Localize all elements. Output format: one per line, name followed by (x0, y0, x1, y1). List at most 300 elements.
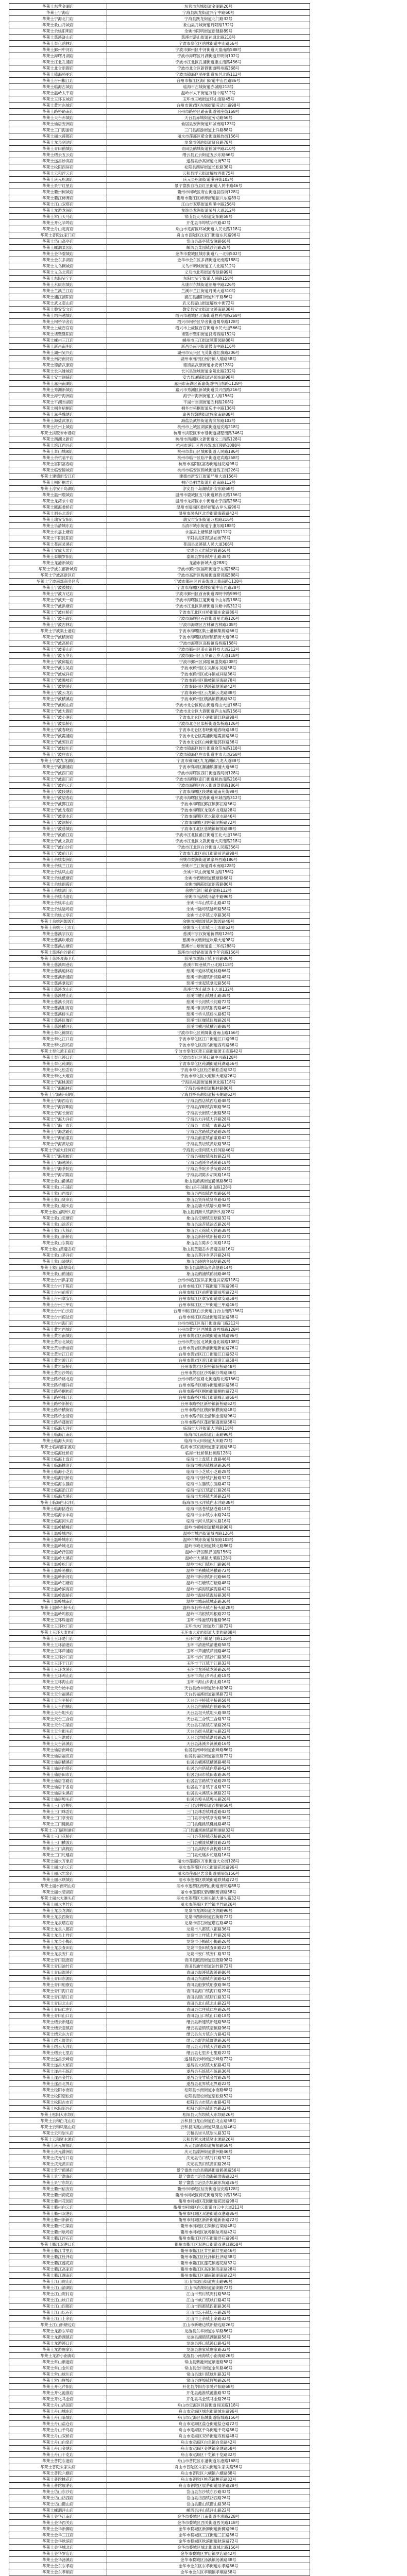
store-name-cell[interactable]: 华莱士象山茅洋店 (9, 1252, 107, 1259)
store-address-cell[interactable]: 宁波市北仑区大碶街道庐山东路156号 (107, 708, 310, 715)
store-name-cell[interactable]: 华莱士嵊州三江店 (9, 337, 107, 344)
store-name-cell[interactable]: 华莱士仙居安洲店 (9, 121, 107, 127)
store-name-cell[interactable]: 华莱士宁波塘溪店 (9, 684, 107, 690)
store-address-cell[interactable]: 常山县球川镇球川路32号 (107, 2371, 310, 2378)
store-name-cell[interactable]: 华莱士宁波澥浦店 (9, 764, 107, 770)
store-name-cell[interactable]: 华莱士缙云七里店 (9, 2050, 107, 2056)
store-name-cell[interactable]: 华莱士青田山口店 (9, 2013, 107, 2019)
store-name-cell[interactable]: 华莱士舟山双桥店 (9, 2433, 107, 2439)
store-address-cell[interactable]: 台州市椒江区章安街道章安路58号 (107, 1296, 310, 1302)
store-name-cell[interactable]: 华莱士宁波庄桥店 (9, 609, 107, 616)
store-address-cell[interactable]: 宁海县桥头胡街道桥头胡路62号 (107, 1092, 310, 1098)
store-name-cell[interactable]: 华莱士天台始丰店 (9, 1685, 107, 1691)
store-name-cell[interactable]: 华莱士柯桥华舍店 (9, 319, 107, 325)
store-name-cell[interactable]: 华莱士台州前所店 (9, 1290, 107, 1296)
store-name-cell[interactable]: 华莱士黄岩江口店 (9, 1351, 107, 1358)
store-name-cell[interactable]: 华莱士温岭城南店 (9, 1599, 107, 1605)
store-address-cell[interactable]: 庆元县黄田镇黄田路26号 (107, 2161, 310, 2167)
store-address-cell[interactable]: 长兴县雉城街道金陵北路232号 (107, 368, 310, 375)
store-address-cell[interactable]: 常山县天马街道定阳路58号 (107, 214, 310, 220)
store-name-cell[interactable]: 华莱士遂昌北界店 (9, 2081, 107, 2087)
store-name-cell[interactable]: 华莱士宁海长街店 (9, 1110, 107, 1116)
store-address-cell[interactable]: 苍南县灵溪镇人民大道366号 (107, 541, 310, 548)
store-name-cell[interactable]: 华莱士奉化松岙店 (9, 1067, 107, 1073)
store-name-cell[interactable]: 华莱士三门蛇蟠店 (9, 1852, 107, 1858)
store-name-cell[interactable]: 华莱士仙居田市店 (9, 1772, 107, 1778)
store-address-cell[interactable]: 三门县高枧乡高枧路18号 (107, 1846, 310, 1852)
store-name-cell[interactable]: 华莱士三门珠岙店 (9, 1809, 107, 1815)
store-address-cell[interactable]: 临海市杜桥镇杜桥路128号 (107, 1450, 310, 1456)
store-name-cell[interactable]: 华莱士奉化萧王庙店 (9, 1048, 107, 1055)
store-address-cell[interactable]: 龙泉市八都镇八都路36号 (107, 1926, 310, 1933)
store-name-cell[interactable]: 华莱士青田海口店 (9, 1988, 107, 1994)
store-name-cell[interactable]: 华莱士松阳大东坝店 (9, 2112, 107, 2118)
store-address-cell[interactable]: 慈溪市新浦镇新浦路48号 (107, 974, 310, 980)
store-address-cell[interactable]: 舟山市普陀区朱家尖街道朱家尖路56号 (107, 2464, 310, 2470)
store-address-cell[interactable]: 衢州市衢江区樟潭街道振兴东路89号 (107, 195, 310, 201)
store-address-cell[interactable]: 义乌市稠城街道工人北路312号 (107, 263, 310, 269)
store-name-cell[interactable]: 华莱士青田仁庄店 (9, 2007, 107, 2013)
store-address-cell[interactable]: 金华市金东区东孝街道东孝路86号 (107, 2563, 310, 2569)
store-name-cell[interactable]: 华莱士松阳水南店 (9, 2087, 107, 2093)
store-name-cell[interactable]: 华莱士余杭临平店 (9, 455, 107, 461)
store-address-cell[interactable]: 台州市黄岩区江口街道江口路62号 (107, 1351, 310, 1358)
store-name-cell[interactable]: 华莱士衢江樟潭店 (9, 195, 107, 201)
store-name-cell[interactable]: 华莱士宁波天一店 (9, 597, 107, 603)
store-address-cell[interactable]: 松阳县古市镇古市路42号 (107, 2099, 310, 2106)
store-name-cell[interactable]: 华莱士云和崇头店 (9, 2130, 107, 2137)
store-address-cell[interactable]: 江山市虎山街道虎山路96号 (107, 2279, 310, 2285)
store-address-cell[interactable]: 三门县横渡镇横渡路22号 (107, 1840, 310, 1846)
store-address-cell[interactable]: 衢州市柯城区双港街道双港路86号 (107, 2211, 310, 2217)
store-name-cell[interactable]: 华莱士余姚陆埠店 (9, 906, 107, 912)
store-name-cell[interactable]: 华莱士象山鹤浦店 (9, 1271, 107, 1277)
store-address-cell[interactable]: 宁波市奉化区大堰镇大堰路26号 (107, 1073, 310, 1079)
store-address-cell[interactable]: 象山县西周镇西周路66号 (107, 1191, 310, 1197)
store-address-cell[interactable]: 宁波市海曙区西门街道西河街128号 (107, 770, 310, 776)
store-address-cell[interactable]: 丽水市莲都区老竹镇老竹路26号 (107, 1902, 310, 1908)
store-address-cell[interactable]: 江山市新塘边镇新塘边路26号 (107, 2322, 310, 2328)
store-address-cell[interactable]: 湖州市吴兴区飞英街道红旗路206号 (107, 350, 310, 356)
store-address-cell[interactable]: 文成县大峃镇建设路56号 (107, 548, 310, 554)
store-address-cell[interactable]: 庆元县竹口镇竹口路32号 (107, 2155, 310, 2161)
store-address-cell[interactable]: 岱山县高亭镇安澜路66号 (107, 239, 310, 245)
store-address-cell[interactable]: 台州市椒江区海门街道海门路212号 (107, 1320, 310, 1327)
store-address-cell[interactable]: 慈溪市掌起镇掌起路56号 (107, 980, 310, 987)
store-name-cell[interactable]: 华莱士义乌北苑店 (9, 269, 107, 276)
store-name-cell[interactable]: 华莱士奉化大堰店 (9, 1073, 107, 1079)
store-address-cell[interactable]: 岱山县衢山镇衢山路38号 (107, 2501, 310, 2507)
store-address-cell[interactable]: 三门县珠岙镇珠岙路42号 (107, 1809, 310, 1815)
store-name-cell[interactable]: 华莱士建德新安江店 (9, 473, 107, 480)
store-address-cell[interactable]: 遂昌县石练镇石练路36号 (107, 2069, 310, 2075)
store-name-cell[interactable]: 华莱士玉环干江店 (9, 1660, 107, 1667)
store-address-cell[interactable]: 龙泉市塔石街道塔石路48号 (107, 1920, 310, 1926)
store-address-cell[interactable]: 宁海县深甽镇深甽路36号 (107, 1104, 310, 1110)
store-name-cell[interactable]: 华莱士嘉兴南湖店 (9, 381, 107, 387)
store-name-cell[interactable]: 华莱士常山金川店 (9, 2365, 107, 2371)
store-name-cell[interactable]: 华莱士南浔南浔店 (9, 356, 107, 362)
store-address-cell[interactable]: 景宁畲族自治县东坑镇东坑路26号 (107, 2180, 310, 2186)
store-name-cell[interactable]: 华莱士常山辉埠店 (9, 2378, 107, 2384)
store-address-cell[interactable]: 宁波市鄞州区东吴镇东吴路58号 (107, 665, 310, 671)
store-address-cell[interactable]: 嵊泗县洋山镇洋山路22号 (107, 2507, 310, 2514)
store-address-cell[interactable]: 临海市大田街道大田路72号 (107, 1438, 310, 1444)
store-name-cell[interactable]: 华莱士遂昌大柘店 (9, 2062, 107, 2069)
store-name-cell[interactable]: 华莱士海曙月湖店 (9, 53, 107, 59)
store-address-cell[interactable]: 衢州市柯城区信安街道信安路128号 (107, 2186, 310, 2192)
store-address-cell[interactable]: 云和县崇头镇崇头路32号 (107, 2130, 310, 2137)
store-name-cell[interactable]: 华莱士慈溪桥头店 (9, 1011, 107, 1018)
store-name-cell[interactable]: 华莱士宁波甬江店 (9, 832, 107, 838)
store-address-cell[interactable]: 宁波市江北区前江街道前洋路98号 (107, 851, 310, 857)
store-address-cell[interactable]: 象山县新桥镇新桥路22号 (107, 1234, 310, 1240)
store-name-cell[interactable]: 华莱士庆元黄田店 (9, 2161, 107, 2167)
store-name-cell[interactable]: 华莱士宁波章水店 (9, 814, 107, 820)
store-address-cell[interactable]: 三门县花桥镇花桥路26号 (107, 1834, 310, 1840)
store-address-cell[interactable]: 象山县丹城街道丹阳路132号 (107, 22, 310, 28)
store-address-cell[interactable]: 舟山市定海区白泉镇白泉路42号 (107, 2439, 310, 2446)
store-name-cell[interactable]: 华莱士衢江莲花店 (9, 2260, 107, 2266)
store-address-cell[interactable]: 临海市沿江镇沿江路26号 (107, 1487, 310, 1494)
store-name-cell[interactable]: 华莱士龙游东华店 (9, 2328, 107, 2334)
store-name-cell[interactable]: 华莱士宁波邱隘店 (9, 659, 107, 665)
store-name-cell[interactable]: 华莱士三门花桥店 (9, 1834, 107, 1840)
store-name-cell[interactable]: 华莱士仙居埠头店 (9, 1797, 107, 1803)
store-address-cell[interactable]: 台州市黄岩区北城街道北城路108号 (107, 1339, 310, 1345)
store-name-cell[interactable]: 华莱士海盐武原店 (9, 418, 107, 424)
store-name-cell[interactable]: 华莱士龙泉上垟店 (9, 1933, 107, 1939)
store-address-cell[interactable]: 青田县瓯南街道瓯南路98号 (107, 1957, 310, 1963)
store-address-cell[interactable]: 象山县东陈乡东陈路18号 (107, 1240, 310, 1246)
store-name-cell[interactable]: 华莱士龙泉小梅店 (9, 1939, 107, 1945)
store-name-cell[interactable]: 华莱士宁波西门店 (9, 770, 107, 776)
store-name-cell[interactable]: 华莱士开化华埠店 (9, 220, 107, 226)
store-name-cell[interactable]: 华莱士龙泉八都店 (9, 1926, 107, 1933)
store-name-cell[interactable]: 华莱士安吉递铺店 (9, 375, 107, 381)
store-name-cell[interactable]: 华莱士缙云大洋店 (9, 2044, 107, 2050)
store-address-cell[interactable]: 浦江县浦阳街道和平路86号 (107, 294, 310, 300)
store-address-cell[interactable]: 衢州市柯城区荷花街道荷花中路156号 (107, 2192, 310, 2198)
store-address-cell[interactable]: 云和县浮云街道解放西街75号 (107, 171, 310, 177)
store-name-cell[interactable]: 华莱士宁海西店店 (9, 1098, 107, 1104)
store-name-cell[interactable]: 华莱士遂昌云峰店 (9, 2056, 107, 2062)
store-address-cell[interactable]: 台州市路桥区路北街道路北路156号 (107, 1376, 310, 1382)
store-name-cell[interactable]: 华莱士玉环珠港店 (9, 1617, 107, 1623)
store-name-cell[interactable]: 华莱士仙居朱溪店 (9, 1790, 107, 1797)
store-address-cell[interactable]: 玉环市海山乡海山路16号 (107, 1679, 310, 1685)
store-address-cell[interactable]: 舟山市定海区临城街道临城路156号 (107, 2415, 310, 2421)
store-address-cell[interactable]: 岱山县东沙镇东沙路32号 (107, 2489, 310, 2495)
store-address-cell[interactable]: 温岭市石桥头镇石桥头路28号 (107, 1605, 310, 1611)
store-name-cell[interactable]: 华莱士路桥桐屿店 (9, 1388, 107, 1395)
store-name-cell[interactable]: 华莱士玉环坎门店 (9, 1623, 107, 1630)
store-name-cell[interactable]: 华莱士舟山城东店 (9, 2409, 107, 2415)
store-name-cell[interactable]: 华莱士象山新桥店 (9, 1234, 107, 1240)
store-name-cell[interactable]: 华莱士青田温溪店 (9, 1970, 107, 1976)
store-name-cell[interactable]: 华莱士遂昌金竹店 (9, 2075, 107, 2081)
store-address-cell[interactable]: 淳安县千岛湖镇新安东路68号 (107, 486, 310, 492)
store-name-cell[interactable]: 华莱士丽水大港头店 (9, 1895, 107, 1902)
store-name-cell[interactable]: 华莱士余姚凤山店 (9, 869, 107, 875)
store-address-cell[interactable]: 衢州市衢江区双港口街道双港口路58号 (107, 2242, 310, 2248)
store-address-cell[interactable]: 宁波市镇海区蛟川街道俞范东路118号 (107, 745, 310, 752)
store-name-cell[interactable]: 华莱士江山双塔店 (9, 201, 107, 208)
store-name-cell[interactable]: 华莱士龙泉龙渊店 (9, 1908, 107, 1914)
store-address-cell[interactable]: 台州市椒江区前所街道前所路72号 (107, 1290, 310, 1296)
store-address-cell[interactable]: 温岭市城东街道城东路108号 (107, 1537, 310, 1543)
store-address-cell[interactable]: 玉环市龙溪镇龙溪路26号 (107, 1667, 310, 1673)
store-name-cell[interactable]: 华莱士余姚马渚店 (9, 894, 107, 900)
store-address-cell[interactable]: 泰顺县罗阳镇中山路38号 (107, 554, 310, 560)
store-name-cell[interactable]: 华莱士奉化西坞店 (9, 1042, 107, 1048)
store-address-cell[interactable]: 缙云县五云街道五云东路66号 (107, 152, 310, 158)
store-name-cell[interactable]: 华莱士台州葭沚店 (9, 1314, 107, 1320)
store-address-cell[interactable]: 武义县壶山街道解放中街72号 (107, 300, 310, 307)
store-name-cell[interactable]: 华莱士松阳西屏店 (9, 164, 107, 171)
store-address-cell[interactable]: 嘉兴市秀洲区新城街道洪兴西路216号 (107, 387, 310, 393)
store-name-cell[interactable]: 华莱士舟山昌国店 (9, 2402, 107, 2409)
store-name-cell[interactable]: 华莱士庆元竹口店 (9, 2155, 107, 2161)
store-name-cell[interactable]: 华莱士路桥新桥店 (9, 1401, 107, 1407)
store-name-cell[interactable]: 华莱士景宁红星店 (9, 183, 107, 189)
store-name-cell[interactable]: 华莱士路桥峰江店 (9, 1395, 107, 1401)
store-name-cell[interactable]: 华莱士宁波前江店 (9, 851, 107, 857)
store-address-cell[interactable]: 天台县街头镇街头路22号 (107, 1728, 310, 1735)
store-address-cell[interactable]: 天台县白鹤镇白鹤路46号 (107, 1704, 310, 1710)
store-address-cell[interactable]: 舟山市定海区千岛街道千岛路86号 (107, 2427, 310, 2433)
store-address-cell[interactable]: 临海市白水洋镇白水洋路38号 (107, 1500, 310, 1506)
store-name-cell[interactable]: 华莱士黄岩新前店 (9, 1345, 107, 1351)
store-address-cell[interactable]: 丽水市莲都区万象街道大众街128号 (107, 1858, 310, 1865)
store-address-cell[interactable]: 松阳县西屏街道长松路38号 (107, 164, 310, 171)
store-address-cell[interactable]: 宁波市北仑区霞浦街道霞浦路86号 (107, 733, 310, 739)
store-address-cell[interactable]: 舟山市定海区环城街道人民北路118号 (107, 226, 310, 232)
store-address-cell[interactable]: 绍兴市柯桥区华舍街道蜀阜路128号 (107, 319, 310, 325)
store-address-cell[interactable]: 玉环市玉城街道环山南路45号 (107, 96, 310, 103)
store-address-cell[interactable]: 慈溪市胜山镇胜山路38号 (107, 993, 310, 999)
store-name-cell[interactable]: 华莱士普陀展茅店 (9, 2483, 107, 2489)
store-name-cell[interactable]: 华莱士宁波小港店 (9, 715, 107, 721)
store-name-cell[interactable]: 华莱士江山四都店 (9, 2303, 107, 2310)
store-address-cell[interactable]: 宁波市海曙区南门街道解放南路216号 (107, 776, 310, 783)
store-name-cell[interactable]: 华莱士龙泉塔石店 (9, 1920, 107, 1926)
store-name-cell[interactable]: 华莱士玉环大麦屿店 (9, 1630, 107, 1636)
store-name-cell[interactable]: 华莱士临海大洋店 (9, 1426, 107, 1432)
store-name-cell[interactable]: 华莱士临海上盘店 (9, 1456, 107, 1463)
store-address-cell[interactable]: 仙居县安洲街道环城南路123号 (107, 121, 310, 127)
store-address-cell[interactable]: 江山市四都镇四都路36号 (107, 2303, 310, 2310)
store-name-cell[interactable]: 华莱士景宁东坑店 (9, 2180, 107, 2186)
store-address-cell[interactable]: 宁海县黄坛镇黄坛路38号 (107, 1141, 310, 1147)
store-name-cell[interactable]: 华莱士舟山定海店 (9, 226, 107, 232)
store-name-cell[interactable]: 华莱士宁海茶院店 (9, 1166, 107, 1172)
store-address-cell[interactable]: 杭州市上城区湖滨街道延安路218号 (107, 424, 310, 430)
store-address-cell[interactable]: 松阳县望松街道望松路52号 (107, 2093, 310, 2099)
store-address-cell[interactable]: 天台县石梁镇石梁路26号 (107, 1722, 310, 1728)
store-address-cell[interactable]: 江山市峡口镇峡口路42号 (107, 2297, 310, 2303)
store-name-cell[interactable]: 华莱士舟山白泉店 (9, 2439, 107, 2446)
store-name-cell[interactable]: 华莱士仙居南峰店 (9, 1747, 107, 1753)
store-name-cell[interactable]: 华莱士丽水岩泉店 (9, 1871, 107, 1877)
store-name-cell[interactable]: 华莱士宁波洪塘店 (9, 603, 107, 609)
store-name-cell[interactable]: 华莱士宁波庄市店 (9, 752, 107, 758)
store-name-cell[interactable]: 华莱士象山高塘岛店 (9, 1265, 107, 1271)
store-address-cell[interactable]: 嘉兴市南湖区新嘉街道中山东路1128号 (107, 381, 310, 387)
store-address-cell[interactable]: 龙泉市龙渊街道龙渊路96号 (107, 1908, 310, 1914)
store-address-cell[interactable]: 慈溪市坎墩街道坎墩大道98号 (107, 937, 310, 943)
store-address-cell[interactable]: 台州市路桥区横街镇横街路48号 (107, 1407, 310, 1413)
store-address-cell[interactable]: 慈溪市逍林镇逍林路66号 (107, 968, 310, 974)
store-address-cell[interactable]: 宁海县力洋镇力洋路28号 (107, 1116, 310, 1123)
store-name-cell[interactable]: 华莱士宁波万达店 (9, 591, 107, 597)
store-name-cell[interactable]: 华莱士岱山东沙店 (9, 2489, 107, 2495)
store-address-cell[interactable]: 庆元县濛洲街道濛洲路46号 (107, 2149, 310, 2155)
store-address-cell[interactable]: 青田县温溪镇温溪路86号 (107, 1970, 310, 1976)
store-address-cell[interactable]: 海盐县武原街道海滨东路102号 (107, 418, 310, 424)
store-name-cell[interactable]: 华莱士宁波姜山店 (9, 647, 107, 653)
store-address-cell[interactable]: 兰溪市兰江街道丹溪大道310号 (107, 288, 310, 294)
store-name-cell[interactable]: 华莱士宁海北门店 (9, 16, 107, 22)
store-name-cell[interactable]: 华莱士三门健跳店 (9, 1821, 107, 1827)
store-name-cell[interactable]: 华莱士余姚低塘店 (9, 875, 107, 882)
store-name-cell[interactable]: 华莱士遂昌石练店 (9, 2069, 107, 2075)
store-address-cell[interactable]: 宁波市海曙区洞桥镇洞桥路72号 (107, 820, 310, 826)
store-name-cell[interactable]: 华莱士龙港新城店 (9, 560, 107, 566)
store-address-cell[interactable]: 东营市东城街道金湖路20号 (107, 4, 310, 10)
store-name-cell[interactable]: 华莱士临海括苍店 (9, 1506, 107, 1512)
store-address-cell[interactable]: 庆元县松源街道濛洲街102号 (107, 177, 310, 183)
store-name-cell[interactable]: 华莱士德清武康店 (9, 362, 107, 368)
store-name-cell[interactable]: 华莱士宁海梅林店 (9, 1086, 107, 1092)
store-address-cell[interactable]: 余姚市马渚镇马渚中路96号 (107, 894, 310, 900)
store-name-cell[interactable]: 华莱士奉化莼湖店 (9, 1061, 107, 1067)
store-address-cell[interactable]: 开化县池淮镇池淮路32号 (107, 2390, 310, 2396)
store-name-cell[interactable]: 华莱士余姚三七市店 (9, 925, 107, 931)
store-address-cell[interactable]: 台州市路桥区路南街道银座街168号 (107, 109, 310, 115)
store-address-cell[interactable]: 三门县亭旁镇亭旁路36号 (107, 1815, 310, 1821)
store-address-cell[interactable]: 温岭市大溪镇大溪路128号 (107, 1555, 310, 1562)
store-name-cell[interactable]: 华莱士三门浦坝港店 (9, 1827, 107, 1834)
store-name-cell[interactable]: 华莱士象山泗洲头店 (9, 1209, 107, 1215)
store-name-cell[interactable]: 华莱士慈溪胜山店 (9, 993, 107, 999)
store-address-cell[interactable]: 宁波市海曙区龙观乡龙观路28号 (107, 807, 310, 814)
store-name-cell[interactable]: 华莱士缙云壶镇店 (9, 2025, 107, 2031)
store-name-cell[interactable]: 华莱士温岭石塘店 (9, 1580, 107, 1586)
store-address-cell[interactable]: 舟山市普陀区桃花镇桃花路32号 (107, 2477, 310, 2483)
store-address-cell[interactable]: 慈溪市周巷镇兴业北路118号 (107, 962, 310, 968)
store-name-cell[interactable]: 华莱士临海邵家渡店 (9, 1444, 107, 1450)
store-name-cell[interactable]: 华莱士北仑新碶店 (9, 65, 107, 72)
store-address-cell[interactable]: 宁波市海曙区石碶街道星光路126号 (107, 616, 310, 622)
store-name-cell[interactable]: 华莱士衢州信安店 (9, 2186, 107, 2192)
store-address-cell[interactable]: 台州市椒江区海门街道中山西路86号 (107, 78, 310, 84)
store-name-cell[interactable]: 华莱士龙泉西街店 (9, 1914, 107, 1920)
store-address-cell[interactable]: 龙游县湖镇镇湖镇路58号 (107, 2334, 310, 2341)
store-address-cell[interactable]: 舟山市定海区干览镇干览路32号 (107, 2452, 310, 2458)
store-name-cell[interactable]: 华莱士黄岩西城店 (9, 1327, 107, 1333)
store-address-cell[interactable]: 宁波市江北区庄桥街道庄俞路86号 (107, 609, 310, 616)
store-address-cell[interactable]: 象山县茅洋乡茅洋路24号 (107, 1252, 310, 1259)
store-address-cell[interactable]: 临海市永丰镇永丰路24号 (107, 1512, 310, 1518)
store-address-cell[interactable]: 遂昌县金竹镇金竹路28号 (107, 2075, 310, 2081)
store-address-cell[interactable]: 临海市大洋街道大洋路118号 (107, 1426, 310, 1432)
store-address-cell[interactable]: 宁波市鄞州区首南街道四明中路999号 (107, 591, 310, 597)
store-name-cell[interactable]: 华莱士台州海门店 (9, 1320, 107, 1327)
store-address-cell[interactable]: 象山县墙头镇墙头路36号 (107, 1203, 310, 1209)
store-address-cell[interactable]: 三门县沙柳街道沙柳路58号 (107, 1803, 310, 1809)
store-address-cell[interactable]: 玉环市大麦屿街道大麦屿路88号 (107, 1630, 310, 1636)
store-address-cell[interactable]: 天台县泳溪乡泳溪路16号 (107, 1741, 310, 1747)
store-address-cell[interactable]: 慈溪市桥头镇桥头路62号 (107, 1011, 310, 1018)
store-address-cell[interactable]: 海宁市海洲街道工人路156号 (107, 393, 310, 399)
store-address-cell[interactable]: 遂昌县妙高街道北街52号 (107, 158, 310, 164)
store-name-cell[interactable]: 华莱士缙云五云店 (9, 152, 107, 158)
store-address-cell[interactable]: 景宁畲族自治县鹤溪街道鹤溪路56号 (107, 2167, 310, 2174)
store-address-cell[interactable]: 慈溪市宗汉街道新界路126号 (107, 931, 310, 937)
store-name-cell[interactable]: 华莱士丽水白云店 (9, 1865, 107, 1871)
store-address-cell[interactable]: 宁波市海曙区高桥镇高桥路158号 (107, 640, 310, 647)
store-address-cell[interactable]: 温岭市城北街道城北路86号 (107, 1543, 310, 1549)
store-address-cell[interactable]: 天台县坦头镇坦头路38号 (107, 1710, 310, 1716)
store-name-cell[interactable]: 华莱士嘉善魏塘店 (9, 412, 107, 418)
store-address-cell[interactable]: 宁波市鄞州区中河街道天童南路588号 (107, 47, 310, 53)
store-address-cell[interactable]: 余姚市丈亭镇丈亭路36号 (107, 912, 310, 919)
store-name-cell[interactable]: 华莱士三门海游店 (9, 127, 107, 133)
store-name-cell[interactable]: 华莱士青田船寮店 (9, 1982, 107, 1988)
store-name-cell[interactable]: 华莱士余姚兰江店 (9, 863, 107, 869)
store-address-cell[interactable]: 青田县山口镇山口路18号 (107, 2013, 310, 2019)
store-name-cell[interactable]: 华莱士衢州航埠店 (9, 2229, 107, 2235)
store-address-cell[interactable]: 丽水市莲都区碧湖镇碧湖路58号 (107, 1889, 310, 1895)
store-address-cell[interactable]: 杭州市滨江区西兴街道江陵路1088号 (107, 443, 310, 449)
store-name-cell[interactable]: 华莱士萧山城厢店 (9, 449, 107, 455)
store-name-cell[interactable]: 华莱士桐乡梧桐店 (9, 405, 107, 412)
store-name-cell[interactable]: 华莱士普陀朱家尖店 (9, 2464, 107, 2470)
store-name-cell[interactable]: 华莱士慈溪逍林店 (9, 968, 107, 974)
store-name-cell[interactable]: 华莱士丽水碧湖店 (9, 1889, 107, 1895)
store-name-cell[interactable]: 华莱士宁波横街店 (9, 634, 107, 640)
store-address-cell[interactable]: 象山县黄避岙乡黄避岙路16号 (107, 1246, 310, 1252)
store-address-cell[interactable]: 开化县芹阳办事处芹阳路68号 (107, 2384, 310, 2390)
store-name-cell[interactable]: 华莱士天台坦头店 (9, 1710, 107, 1716)
store-address-cell[interactable]: 宁波市高新区梅墟街道聚贤路588号 (107, 572, 310, 579)
store-name-cell[interactable]: 华莱士金华新狮店 (9, 2526, 107, 2532)
store-name-cell[interactable]: 华莱士衢江高家店 (9, 2266, 107, 2273)
store-name-cell[interactable]: 华莱士金华秋滨店 (9, 2538, 107, 2545)
store-address-cell[interactable]: 龙泉市西街街道西街路72号 (107, 1914, 310, 1920)
store-address-cell[interactable]: 金华市婺城区秋滨街道秋滨路72号 (107, 2538, 310, 2545)
store-address-cell[interactable]: 宁波市鄞州区瞻岐镇滨海路78号 (107, 677, 310, 684)
store-name-cell[interactable]: 华莱士宁波春晓店 (9, 727, 107, 733)
store-address-cell[interactable]: 建德市新安江街道严州大道156号 (107, 473, 310, 480)
store-address-cell[interactable]: 青田县海口镇海口路28号 (107, 1988, 310, 1994)
store-name-cell[interactable]: 华莱士宁波石碶店 (9, 616, 107, 622)
store-name-cell[interactable]: 华莱士青田东源店 (9, 1976, 107, 1982)
store-address-cell[interactable]: 台州市黄岩区院桥镇院桥路48号 (107, 1364, 310, 1370)
store-address-cell[interactable]: 象山县石浦镇金山路128号 (107, 1184, 310, 1191)
store-address-cell[interactable]: 余姚市凤山街道凤山路156号 (107, 869, 310, 875)
store-address-cell[interactable]: 永康市东城街道丽州中路226号 (107, 282, 310, 288)
store-address-cell[interactable]: 舟山市定海区金塘镇金塘路58号 (107, 2446, 310, 2452)
store-name-cell[interactable]: 华莱士黄岩沙埠店 (9, 1370, 107, 1376)
store-address-cell[interactable]: 宁海县桃源街道桃源北路118号 (107, 1079, 310, 1086)
store-address-cell[interactable]: 龙游县詹家镇詹家路32号 (107, 2347, 310, 2353)
store-name-cell[interactable]: 华莱士苍南灵溪店 (9, 541, 107, 548)
store-address-cell[interactable]: 青田县腊口镇腊口路32号 (107, 1994, 310, 2001)
store-address-cell[interactable]: 金华市金东区孝顺镇孝顺路58号 (107, 2569, 310, 2575)
store-address-cell[interactable]: 宁波市江北区孔浦街道康庄南路456号 (107, 59, 310, 65)
